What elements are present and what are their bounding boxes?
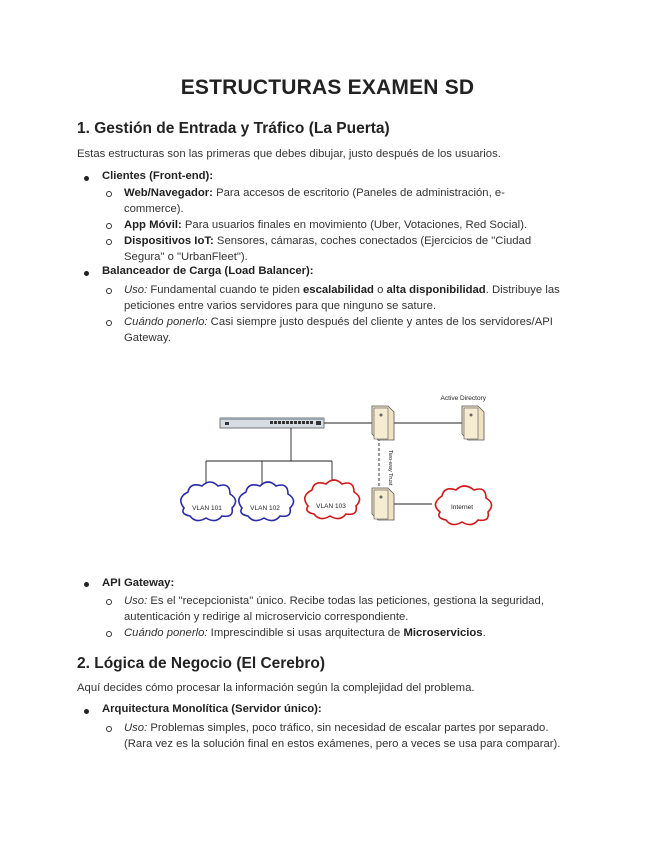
cloud-icon	[239, 482, 294, 521]
section-2-intro: Aquí decides cómo procesar la información según la complejidad del problema.	[77, 682, 475, 694]
active-directory-label: Active Directory	[440, 395, 486, 402]
api-gateway-label: API Gateway:	[102, 577, 175, 589]
circle-bullet-icon	[106, 239, 112, 245]
cloud-icon	[181, 482, 236, 521]
server-icon	[372, 488, 394, 520]
circle-bullet-icon	[106, 631, 112, 637]
network-switch-icon	[220, 418, 324, 428]
cloud-label: VLAN 101	[192, 505, 222, 512]
circle-bullet-icon	[106, 320, 112, 326]
bullet-icon	[84, 271, 89, 276]
cloud-shape	[305, 480, 360, 519]
circle-bullet-icon	[106, 599, 112, 605]
internet-label: Internet	[450, 504, 474, 511]
client-item-web: Web/Navegador: Para accesos de escritorio (Paneles de administración, e-commerce).	[124, 187, 505, 215]
cloud-shape	[181, 482, 236, 521]
circle-bullet-icon	[106, 288, 112, 294]
load-balancer-cuando: Cuándo ponerlo: Casi siempre justo después del cliente y antes de los servidores/API Gateway.	[124, 316, 553, 344]
bullet-icon	[84, 709, 89, 714]
cloud-shape	[239, 482, 294, 521]
cloud-icon	[305, 480, 360, 519]
cloud-label: VLAN 103	[316, 503, 346, 510]
cloud-label: VLAN 102	[250, 505, 280, 512]
section-1-intro: Estas estructuras son las primeras que debes dibujar, justo después de los usuarios.	[77, 148, 501, 160]
circle-bullet-icon	[106, 223, 112, 229]
page-title: ESTRUCTURAS EXAMEN SD	[180, 76, 475, 99]
server-icon	[372, 406, 394, 440]
monolith-uso: Uso: Problemas simples, poco tráfico, sin necesidad de escalar partes por separado. (Rara vez es la solución final en estos exámenes, pero a veces se usa para comparar).	[124, 722, 561, 750]
circle-bullet-icon	[106, 726, 112, 732]
server-icon	[462, 406, 484, 440]
bullet-icon	[84, 176, 89, 181]
clients-label: Clientes (Front-end):	[102, 170, 214, 182]
monolith-label: Arquitectura Monolítica (Servidor único):	[102, 703, 322, 715]
load-balancer-label: Balanceador de Carga (Load Balancer):	[102, 265, 314, 277]
bullet-icon	[84, 582, 89, 587]
api-gateway-cuando: Cuándo ponerlo: Imprescindible si usas arquitectura de Microservicios.	[124, 627, 486, 639]
section-1-heading: 1. Gestión de Entrada y Tráfico (La Puerta)	[77, 120, 390, 137]
internet-cloud-icon	[435, 486, 491, 525]
circle-bullet-icon	[106, 191, 112, 197]
section-2-heading: 2. Lógica de Negocio (El Cerebro)	[77, 655, 326, 672]
load-balancer-uso: Uso: Fundamental cuando te piden escalabilidad o alta disponibilidad. Distribuye las peticiones entre varios servidores para que ninguno se sature.	[124, 284, 560, 312]
trust-link-label: Two-way Trust	[387, 450, 393, 486]
client-item-app: App Móvil: Para usuarios finales en movimiento (Uber, Votaciones, Red Social).	[124, 219, 528, 231]
network-diagram	[170, 382, 500, 532]
api-gateway-uso: Uso: Es el "recepcionista" único. Recibe todas las peticiones, gestiona la seguridad, autenticación y redirige al microservicio correspondiente.	[124, 595, 544, 623]
client-item-iot: Dispositivos IoT: Sensores, cámaras, coches conectados (Ejercicios de "Ciudad Segura" o "UrbanFleet").	[124, 235, 532, 263]
